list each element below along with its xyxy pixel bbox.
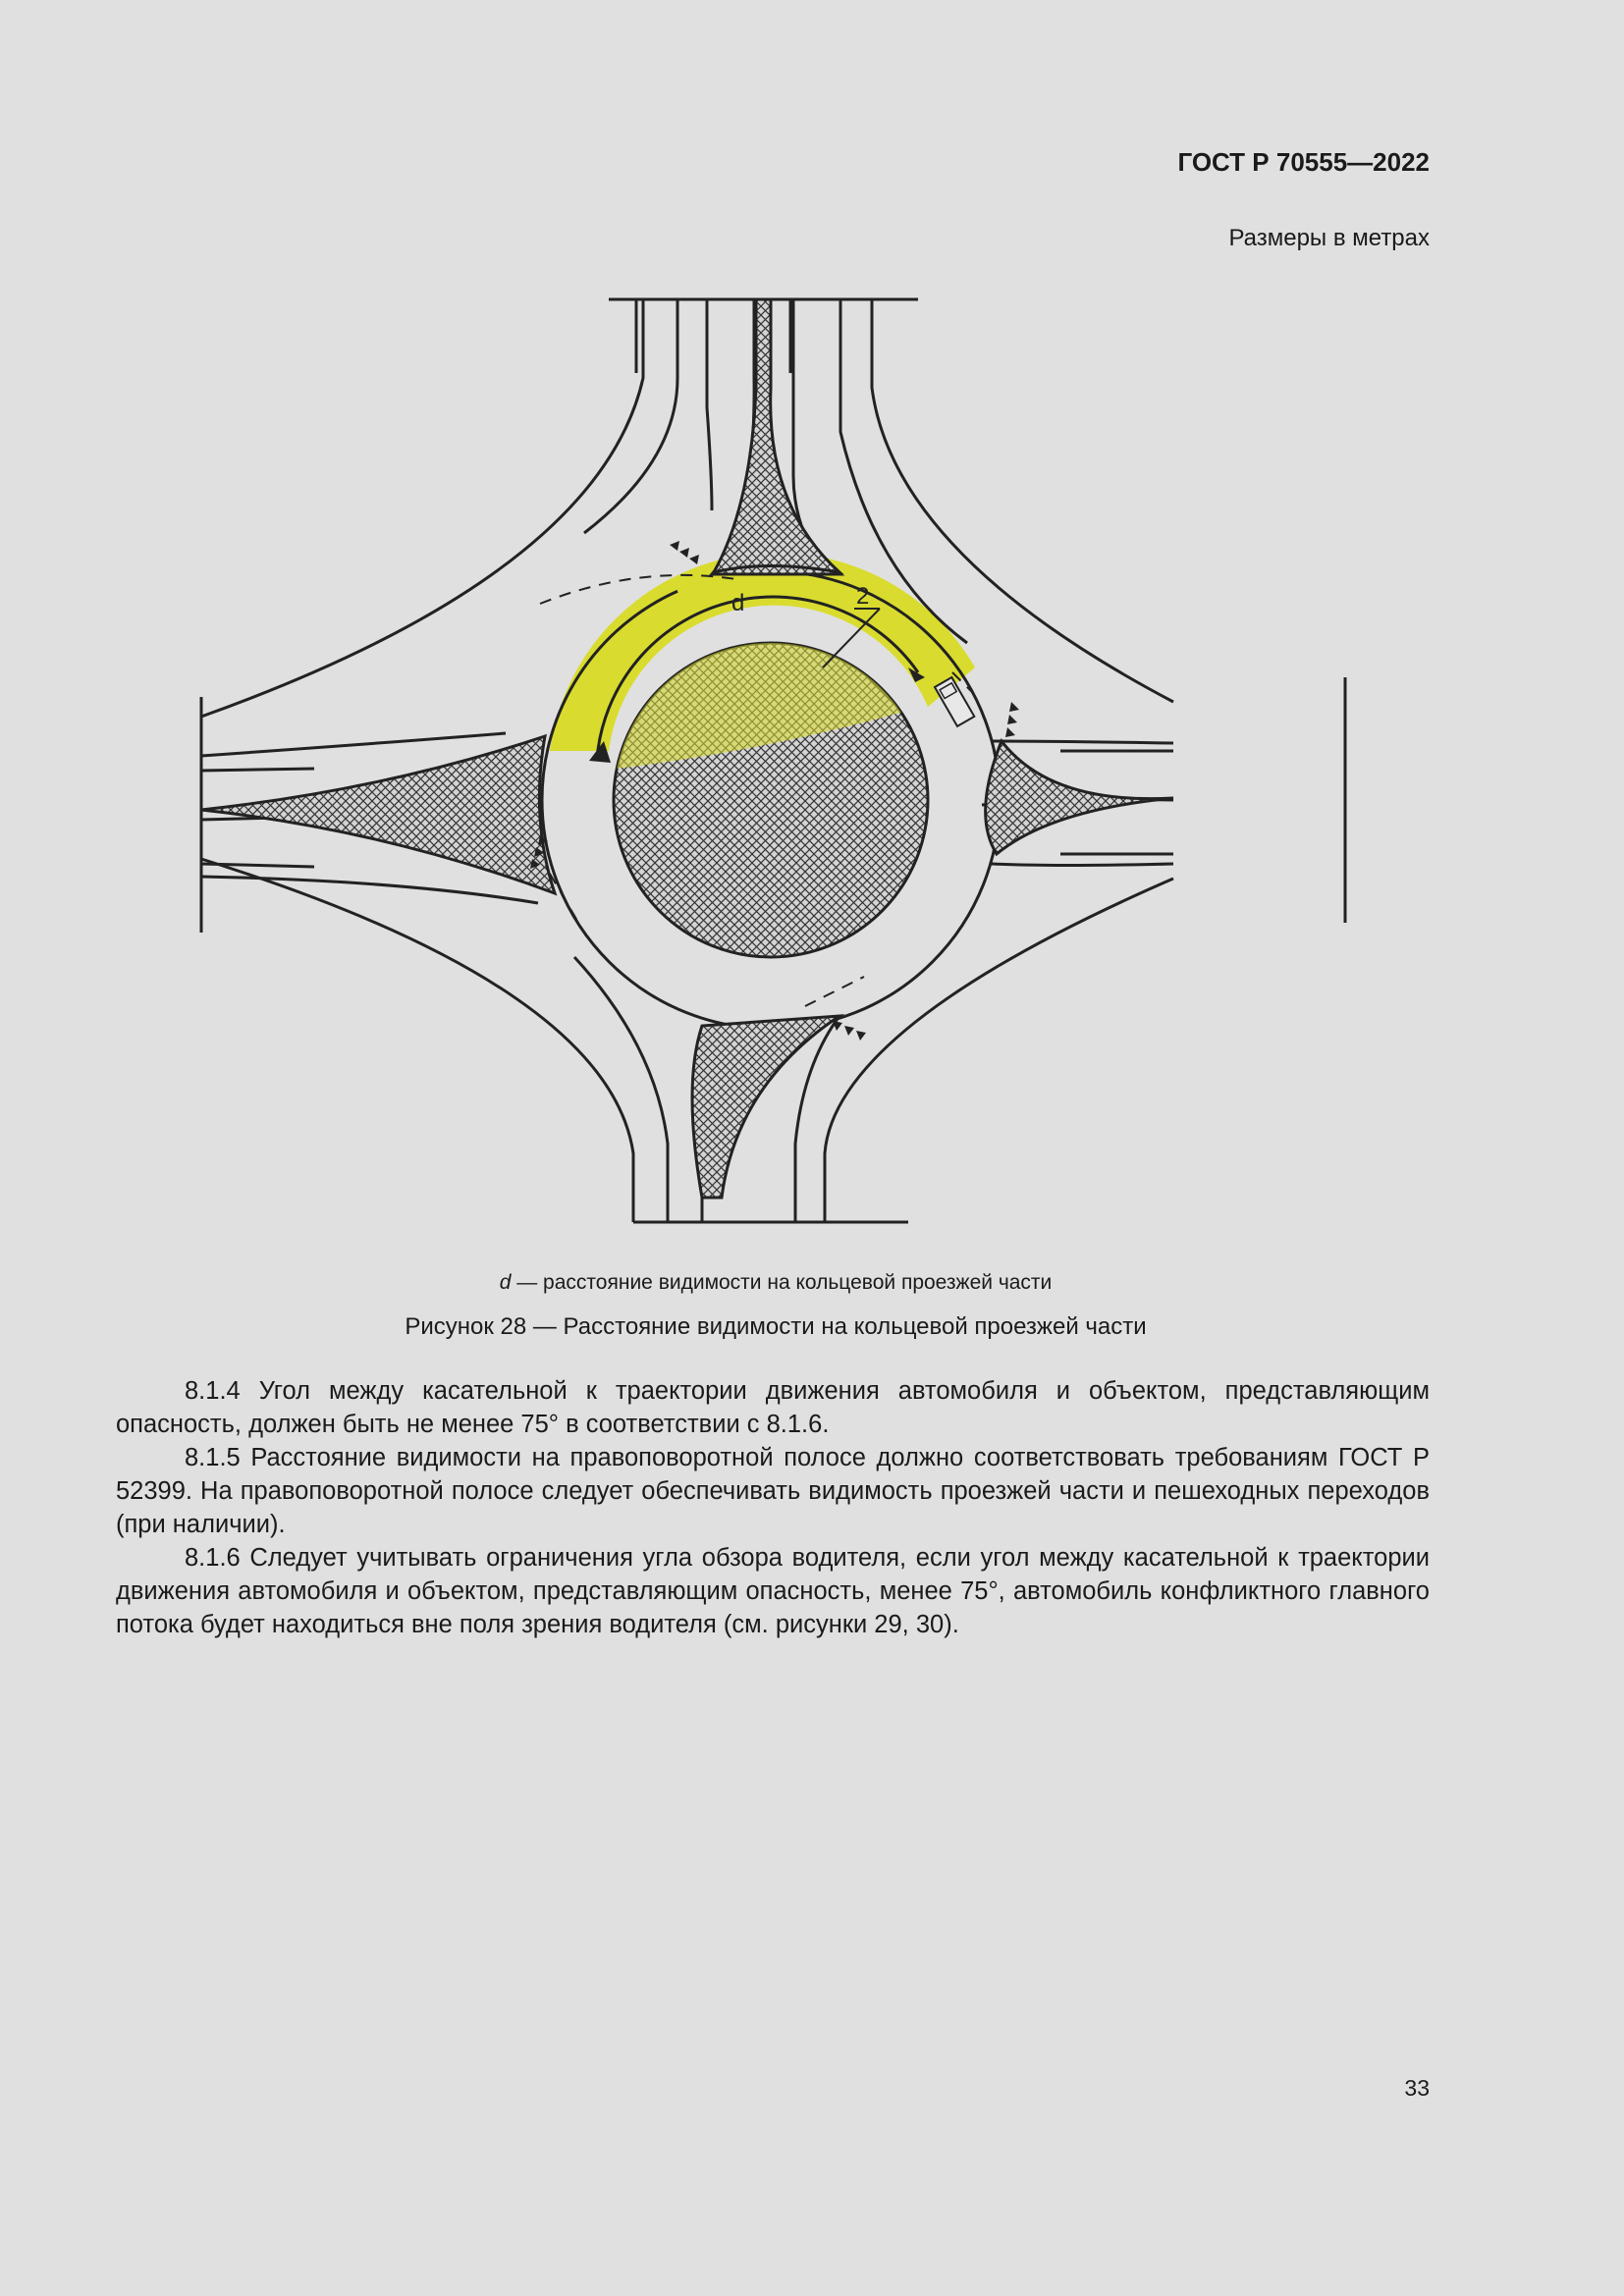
standard-code: ГОСТ Р 70555—2022 [1177,147,1430,177]
units-note: Размеры в метрах [1228,225,1430,251]
legend-symbol: d [499,1271,512,1294]
figure-legend [0,1271,1551,1295]
page-number: 33 [1404,2075,1430,2101]
splitter-east [986,741,1173,854]
paragraph-8-1-5: 8.1.5 Расстояние видимости на правоповоротной полосе должно соответствовать требованиям ГОСТ Р 52399. На правоповоротной полосе следует обеспечивать видимость проезжей части и пешеходных переходов (при наличии). [116,1444,1430,1538]
label-d: d [731,590,745,616]
paragraph-8-1-6: 8.1.6 Следует учитывать ограничения угла обзора водителя, если угол между касательной к траектории движения автомобиля и объектом, представляющим опасность, менее 75°, автомобиль конфликтного главного потока будет находиться вне поля зрения водителя (см. рисунки 29, 30). [116,1544,1430,1638]
label-2: 2 [856,583,870,610]
figure-caption: Рисунок 28 — Расстояние видимости на кольцевой проезжей части [405,1313,1147,1340]
legend-text: — расстояние видимости на кольцевой проезжей части [511,1271,1053,1294]
roundabout-figure [187,280,1375,1232]
paragraph-8-1-4: 8.1.4 Угол между касательной к траектории движения автомобиля и объектом, представляющим опасность, должен быть не менее 75° в соответствии с 8.1.6. [116,1377,1430,1438]
splitter-west [201,736,555,893]
splitter-north-fill [714,299,839,572]
splitter-south [692,1016,839,1198]
body-text [116,1374,1430,1641]
sight-dashed-line-south [805,977,864,1006]
